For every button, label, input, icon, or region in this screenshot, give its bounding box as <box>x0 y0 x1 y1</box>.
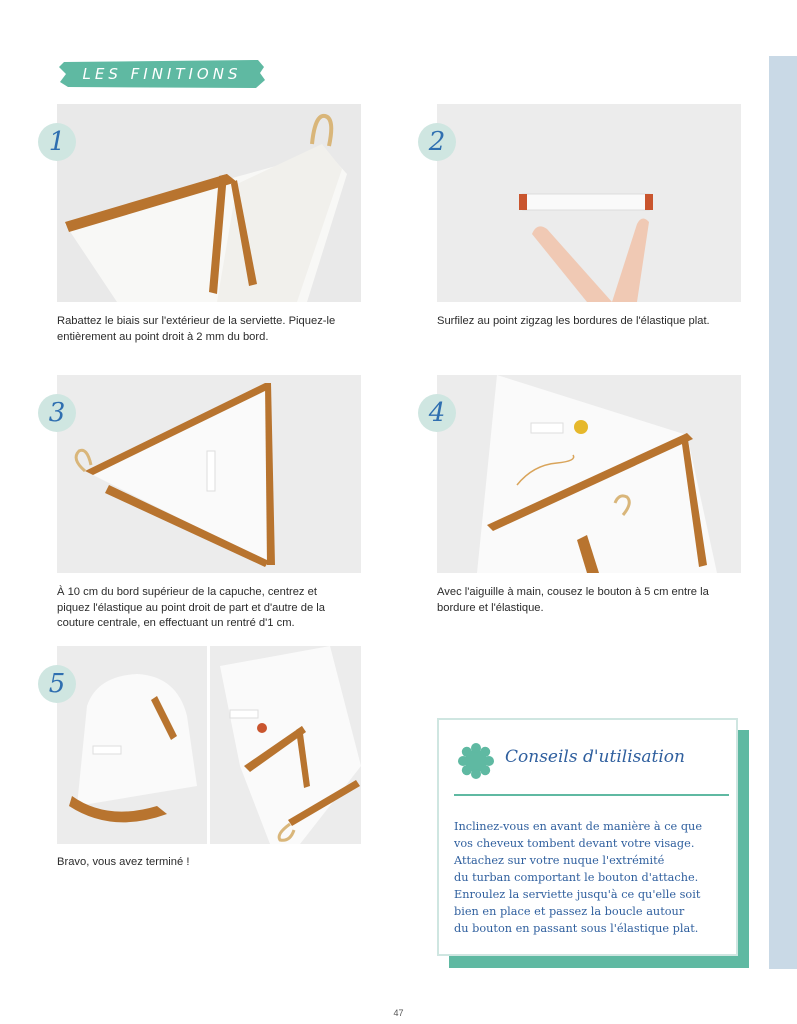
tips-body <box>454 818 734 937</box>
step-4-number: 4 <box>418 394 456 432</box>
step-5-photo-a <box>57 646 207 844</box>
caption-line: Avec l'aiguille à main, cousez le bouton à 5 cm entre la <box>437 586 709 598</box>
flower-icon <box>457 742 495 785</box>
caption-line: entièrement au point droit à 2 mm du bord. <box>57 330 269 343</box>
caption-line: Rabattez le biais sur l'extérieur de la serviette. Piquez-le <box>57 315 336 327</box>
step-3-photo <box>57 375 361 573</box>
caption-line: Bravo, vous avez terminé ! <box>57 856 190 868</box>
caption-line: Surfilez au point zigzag les bordures de l'élastique plat. <box>437 315 710 327</box>
tips-line: Attachez sur votre nuque l'extrémité <box>454 854 665 867</box>
step-1-caption <box>57 314 335 345</box>
caption-line: À 10 cm du bord supérieur de la capuche, centrez et <box>57 586 317 598</box>
step-3-caption <box>57 585 325 632</box>
step-1-number: 1 <box>38 123 76 161</box>
step-2-caption <box>437 314 710 330</box>
step-2-number: 2 <box>418 123 456 161</box>
section-title: LES FINITIONS <box>82 65 242 83</box>
page-number: 47 <box>393 1008 404 1018</box>
caption-line: piquez l'élastique au point droit de part et d'autre de la <box>57 601 325 614</box>
step-2-photo <box>437 104 741 302</box>
tips-divider <box>454 794 729 796</box>
tips-line: vos cheveux tombent devant votre visage. <box>454 837 695 850</box>
tips-line: du turban comportant le bouton d'attache. <box>454 871 699 884</box>
section-banner <box>58 58 266 90</box>
caption-line: couture centrale, en effectuant un rentré d'1 cm. <box>57 617 295 629</box>
tips-line: du bouton en passant sous l'élastique plat. <box>454 922 699 935</box>
tips-line: bien en place et passez la boucle autour <box>454 905 685 918</box>
tips-line: Enroulez la serviette jusqu'à ce qu'elle soit <box>454 888 701 901</box>
tips-title: Conseils d'utilisation <box>505 747 685 767</box>
caption-line: bordure et l'élastique. <box>437 601 544 614</box>
step-5-caption <box>57 855 189 871</box>
step-5-number: 5 <box>38 665 76 703</box>
side-color-bar <box>769 56 797 969</box>
step-4-photo <box>437 375 741 573</box>
tips-line: Inclinez-vous en avant de manière à ce que <box>454 820 703 833</box>
step-1-photo <box>57 104 361 302</box>
tips-box <box>437 718 742 962</box>
step-3-number: 3 <box>38 394 76 432</box>
tips-box-frame <box>437 718 738 956</box>
step-4-caption <box>437 585 709 616</box>
step-5-photo-b <box>210 646 361 844</box>
